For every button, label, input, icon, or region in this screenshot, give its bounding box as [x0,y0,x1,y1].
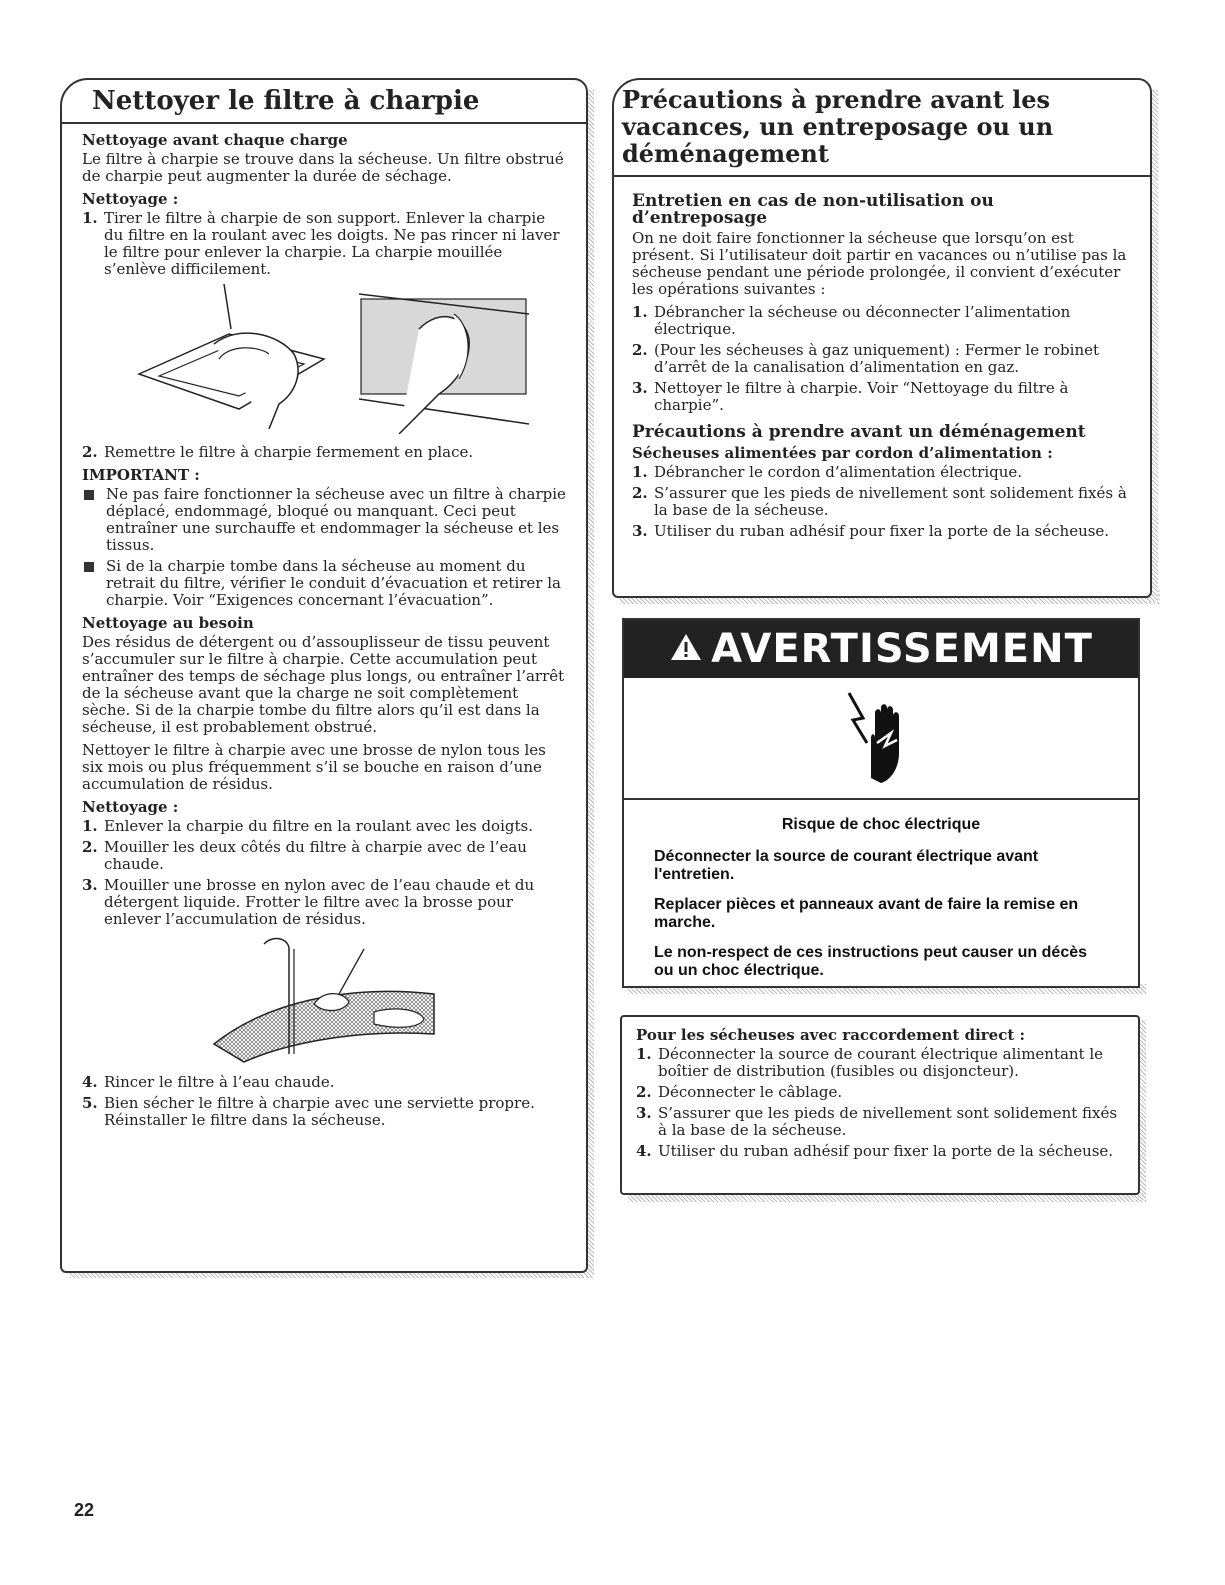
list-item: Si de la charpie tombe dans la sécheuse au moment du retrait du filtre, vérifier le conduit d’évacuation et retirer la charpie. Voir “Exigences concernant l’évacuation”. [82,558,566,609]
list-item: 1. Débrancher le cordon d’alimentation électrique. [632,463,1023,481]
warning-header [624,620,1138,678]
section-title: Nettoyer le filtre à charpie [62,80,586,124]
cleaning-steps-2 [82,818,566,928]
list-item: 2. Déconnecter le câblage. [636,1083,843,1101]
subheading-storage: Entretien en cas de non-utilisation ou d’entreposage [632,191,994,228]
warning-box [622,618,1140,988]
direct-wire-steps [636,1046,1124,1160]
direct-wire-section [620,1015,1140,1195]
warning-line: Déconnecter la source de courant électrique avant l'entretien. [654,848,1039,883]
list-item: 2. (Pour les sécheuses à gaz uniquement) : Fermer le robinet d’arrêt de la canalisation d’alimentation en gaz. [632,341,1100,376]
paragraph: Des résidus de détergent ou d’assouplisseur de tissu peuvent s’accumuler sur le filtre à charpie. Cette accumulation peut entraîner des temps de séchage plus longs, ou entraîner l’arrêt de la sécheuse avant que la charge ne soit complètement sèche. Si de la charpie tombe du filtre alors qu’il est dans la sécheuse, il est probablement obstrué. [82,633,565,736]
risk-title: Risque de choc électrique [781,816,981,833]
paragraph: Nettoyer le filtre à charpie avec une brosse de nylon tous les six mois ou plus fréquemment s’il se bouche en raison d’une accumulation de résidus. [82,741,546,793]
lint-filter-illustration [82,284,566,434]
subheading-cleaning: Nettoyage : [82,190,179,208]
cleaning-steps [82,210,566,278]
list-item: 3. Nettoyer le filtre à charpie. Voir “Nettoyage du filtre à charpie”. [632,379,1069,414]
warning-triangle-icon [669,626,703,672]
warning-line: Replacer pièces et panneaux avant de faire la remise en marche. [654,896,1079,931]
list-item: 4. Utiliser du ruban adhésif pour fixer la porte de la sécheuse. [636,1142,1114,1160]
subheading-cleaning: Nettoyage : [82,798,179,816]
section-title: Précautions à prendre avant les vacances, un entreposage ou un déménagement [614,80,1150,177]
important-bullets [82,486,566,609]
subheading-moving: Précautions à prendre avant un déménagement [632,422,1086,442]
warning-line: Le non-respect de ces instructions peut causer un décès ou un choc électrique. [654,944,1088,979]
list-item: 2. S’assurer que les pieds de nivellement sont solidement fixés à la base de la sécheuse. [632,484,1127,519]
subheading-cord-connected: Sécheuses alimentées par cordon d’alimentation : [632,444,1053,462]
brush-on-filter-illustration [204,934,444,1064]
list-item: 3. Utiliser du ruban adhésif pour fixer la porte de la sécheuse. [632,522,1110,540]
list-item: 5. Bien sécher le filtre à charpie avec une serviette propre. Réinstaller le filtre dans la sécheuse. [82,1094,535,1129]
list-item: 2. Mouiller les deux côtés du filtre à charpie avec de l’eau chaude. [82,838,527,873]
precautions-section [612,78,1152,598]
lint-filter-section [60,78,588,1273]
moving-steps [632,464,1132,540]
list-item: 3. S’assurer que les pieds de nivellement sont solidement fixés à la base de la sécheuse. [636,1104,1118,1139]
list-item: 3. Mouiller une brosse en nylon avec de l’eau chaude et du détergent liquide. Frotter le filtre avec la brosse pour enlever l’accumulation de résidus. [82,876,535,928]
paragraph: On ne doit faire fonctionner la sécheuse que lorsqu’on est présent. Si l’utilisateur doit partir en vacances ou n’utilise pas la sécheuse pendant une période prolongée, il convient d’exécuter les opérations suivantes : [632,229,1127,298]
paragraph: Le filtre à charpie se trouve dans la sécheuse. Un filtre obstrué de charpie peut augmenter la durée de séchage. [82,150,564,185]
subheading-direct-wire: Pour les sécheuses avec raccordement direct : [636,1026,1026,1044]
list-item: 1. Débrancher la sécheuse ou déconnecter l’alimentation électrique. [632,303,1071,338]
electric-shock-hand-icon [841,688,921,788]
important-label: IMPORTANT : [82,466,200,484]
brush-cleaning-illustration [82,934,566,1064]
subheading-before-each-load: Nettoyage avant chaque charge [82,131,348,149]
list-item: 4. Rincer le filtre à l’eau chaude. [82,1073,335,1091]
subheading-as-needed: Nettoyage au besoin [82,614,254,632]
page-number: 22 [74,1500,95,1520]
warning-heading: AVERTISSEMENT [711,626,1093,672]
list-item: Ne pas faire fonctionner la sécheuse avec un filtre à charpie déplacé, endommagé, bloqué ou manquant. Ceci peut entraîner une surchauffe et endommager la sécheuse et les tissus. [82,486,566,554]
list-item: 2. Remettre le filtre à charpie fermement en place. [82,443,474,461]
storage-steps [632,304,1132,414]
list-item: 1. Tirer le filtre à charpie de son support. Enlever la charpie du filtre en la roulant avec les doigts. Ne pas rincer ni laver le filtre pour enlever la charpie. La charpie mouillée s’enlève difficilement. [82,209,560,278]
hand-pulling-filter-illustration [119,284,339,434]
list-item: 1. Enlever la charpie du filtre en la roulant avec les doigts. [82,817,533,835]
hand-removing-lint-illustration [359,284,529,434]
list-item: 1. Déconnecter la source de courant électrique alimentant le boîtier de distribution (fusibles ou disjoncteur). [636,1045,1104,1080]
